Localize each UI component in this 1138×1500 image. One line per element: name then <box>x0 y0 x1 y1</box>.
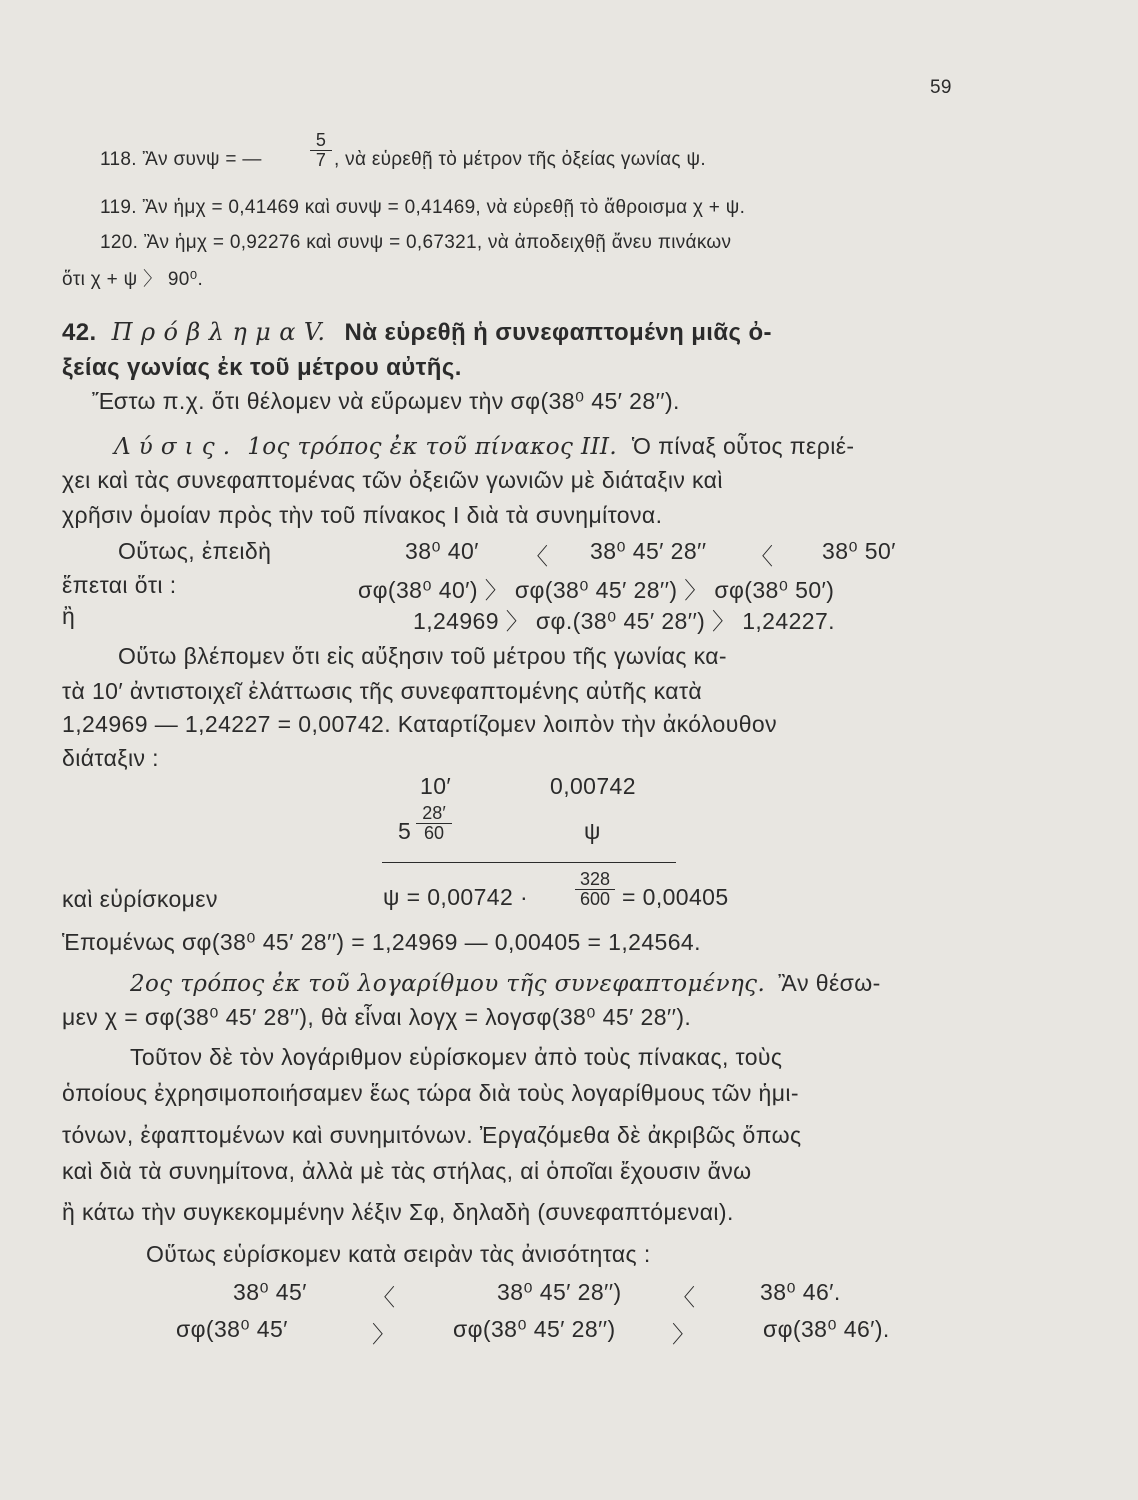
solution-line-3: χρῆσιν ὁμοίαν πρὸς τὴν τοῦ πίνακος Ι διὰ τὰ συνημίτονα. <box>62 502 663 528</box>
ineq2-r1-a: 38⁰ 45′ <box>233 1279 307 1305</box>
ineq2-r1-c: 38⁰ 46′. <box>760 1279 841 1305</box>
section-title-2: ξείας γωνίας ἐκ τοῦ μέτρου αὐτῆς. <box>62 354 462 381</box>
result-label: καὶ εὑρίσκομεν <box>62 886 218 912</box>
method-2-line-1 <box>130 970 881 997</box>
ineq1-row1-op2: 〈 <box>750 543 774 569</box>
fraction-numerator: 28′ <box>416 804 452 824</box>
solution-line-1 <box>114 433 854 460</box>
para3-line-6: Οὕτως εὑρίσκομεν κατὰ σειρὰν τὰς ἀνισότητας : <box>146 1241 651 1267</box>
ineq1-row1-label: Οὕτως, ἐπειδὴ <box>118 538 272 564</box>
para2-line-2: τὰ 10′ ἀντιστοιχεῖ ἐλάττωσις τῆς συνεφαπτομένης αὐτῆς κατὰ <box>62 678 703 704</box>
para3-line-4: καὶ διὰ τὰ συνημίτονα, ἀλλὰ μὲ τὰς στήλας, αἱ ὁποῖαι ἔχουσιν ἄνω <box>62 1158 752 1184</box>
result-fraction <box>575 870 615 910</box>
ineq2-r1-op1: 〈 <box>372 1284 396 1310</box>
para3-line-1: Τοῦτον δὲ τὸν λογάριθμον εὑρίσκομεν ἀπὸ τοὺς πίνακας, τοὺς <box>130 1044 783 1070</box>
fraction-denominator: 60 <box>423 822 445 843</box>
ineq1-row2-expr: σφ(38⁰ 40′) 〉 σφ(38⁰ 45′ 28′′) 〉 σφ(38⁰ 50′) <box>358 577 835 603</box>
para3-line-3: τόνων, ἐφαπτομένων καὶ συνημιτόνων. Ἐργαζόμεθα δὲ ἀκριβῶς ὅπως <box>62 1122 802 1148</box>
solution-label: Λ ύ σ ι ς . <box>114 434 231 460</box>
ineq2-r1-b: 38⁰ 45′ 28′′) <box>497 1279 622 1305</box>
exercise-118-fraction <box>310 131 332 171</box>
ineq1-row2-label: ἕπεται ὅτι : <box>62 572 177 598</box>
proportion-divider <box>382 862 676 863</box>
para3-line-2: ὁποίους ἐχρησιμοποιήσαμεν ἕως τώρα διὰ τοὺς λογαρίθμους τῶν ἡμι- <box>62 1080 799 1106</box>
exercise-119: 119. Ἂν ἡμχ = 0,41469 καὶ συνψ = 0,41469, νὰ εὑρεθῇ τὸ ἄθροισμα χ + ψ. <box>100 197 746 218</box>
para2-line-3: 1,24969 — 1,24227 = 0,00742. Καταρτίζομεν λοιπὸν τὴν ἀκόλουθον <box>62 711 777 737</box>
ineq2-r1-op2: 〈 <box>672 1284 696 1310</box>
section-label: Π ρ ό β λ η μ α V. <box>111 318 326 346</box>
ineq1-row3-expr: 1,24969 〉 σφ.(38⁰ 45′ 28′′) 〉 1,24227. <box>413 608 835 634</box>
exercise-118-post: , νὰ εὑρεθῇ τὸ μέτρον τῆς ὀξείας γωνίας ψ. <box>334 149 706 170</box>
consequently-line: Ἑπομένως σφ(38⁰ 45′ 28′′) = 1,24969 — 0,00405 = 1,24564. <box>62 929 701 955</box>
result-expr-post: = 0,00405 <box>622 884 729 910</box>
ineq2-r2-a: σφ(38⁰ 45′ <box>176 1316 288 1342</box>
proportion-r2-whole: 5 <box>398 818 412 844</box>
section-heading <box>62 318 772 347</box>
page-number: 59 <box>930 77 952 98</box>
method-2-line-1-rest: Ἂν θέσω- <box>777 970 881 996</box>
ineq1-row1-op1: 〈 <box>525 543 549 569</box>
ineq1-row1-b: 38⁰ 45′ 28′′ <box>590 538 707 564</box>
ineq2-r2-op1: 〉 <box>372 1321 396 1347</box>
exercise-120-cont: ὅτι χ + ψ 〉 90⁰. <box>62 269 204 290</box>
exercise-118-pre: 118. Ἂν συνψ = — <box>100 149 262 170</box>
solution-line-2: χει καὶ τὰς συνεφαπτομένας τῶν ὀξειῶν γωνιῶν μὲ διάταξιν καὶ <box>62 467 723 493</box>
proportion-r2-right: ψ <box>584 818 601 844</box>
ineq1-row1-a: 38⁰ 40′ <box>405 538 479 564</box>
method-2-heading: 2ος τρόπος ἐκ τοῦ λογαρίθμου τῆς συνεφαπτομένης. <box>130 971 766 997</box>
fraction-numerator: 5 <box>310 131 332 151</box>
ineq2-r2-op2: 〉 <box>672 1321 696 1347</box>
proportion-r1-right: 0,00742 <box>550 773 636 799</box>
fraction-denominator: 600 <box>579 888 611 909</box>
method-1-heading: 1ος τρόπος ἐκ τοῦ πίνακος ΙΙΙ. <box>247 434 618 460</box>
fraction-numerator: 328 <box>575 870 615 890</box>
intro-line: Ἔστω π.χ. ὅτι θέλομεν νὰ εὕρωμεν τὴν σφ(38⁰ 45′ 28′′). <box>92 388 680 414</box>
section-title-1: Νὰ εὑρεθῇ ἡ συνεφαπτομένη μιᾶς ὀ- <box>344 319 772 346</box>
exercise-118 <box>100 149 262 171</box>
proportion-r2-fraction <box>416 804 452 844</box>
section-number: 42. <box>62 319 97 346</box>
fraction-denominator: 7 <box>315 149 327 170</box>
result-expr-pre: ψ = 0,00742 · <box>383 884 528 910</box>
ineq1-row1-c: 38⁰ 50′ <box>822 538 896 564</box>
para2-line-4: διάταξιν : <box>62 745 159 771</box>
exercise-120: 120. Ἂν ἡμχ = 0,92276 καὶ συνψ = 0,67321, νὰ ἀποδειχθῇ ἄνευ πινάκων <box>100 232 732 253</box>
para3-line-5: ἢ κάτω τὴν συγκεκομμένην λέξιν Σφ, δηλαδὴ (συνεφαπτόμεναι). <box>62 1199 734 1225</box>
para2-line-1: Οὕτω βλέπομεν ὅτι εἰς αὔξησιν τοῦ μέτρου τῆς γωνίας κα- <box>118 643 727 669</box>
proportion-r1-left: 10′ <box>420 773 452 799</box>
ineq1-row3-label: ἢ <box>62 603 76 629</box>
ineq2-r2-b: σφ(38⁰ 45′ 28′′) <box>453 1316 616 1342</box>
solution-line-1-rest: Ὁ πίναξ οὗτος περιέ- <box>631 433 855 459</box>
ineq2-r2-c: σφ(38⁰ 46′). <box>763 1316 890 1342</box>
method-2-line-2: μεν χ = σφ(38⁰ 45′ 28′′), θὰ εἶναι λογχ = λογσφ(38⁰ 45′ 28′′). <box>62 1004 692 1030</box>
